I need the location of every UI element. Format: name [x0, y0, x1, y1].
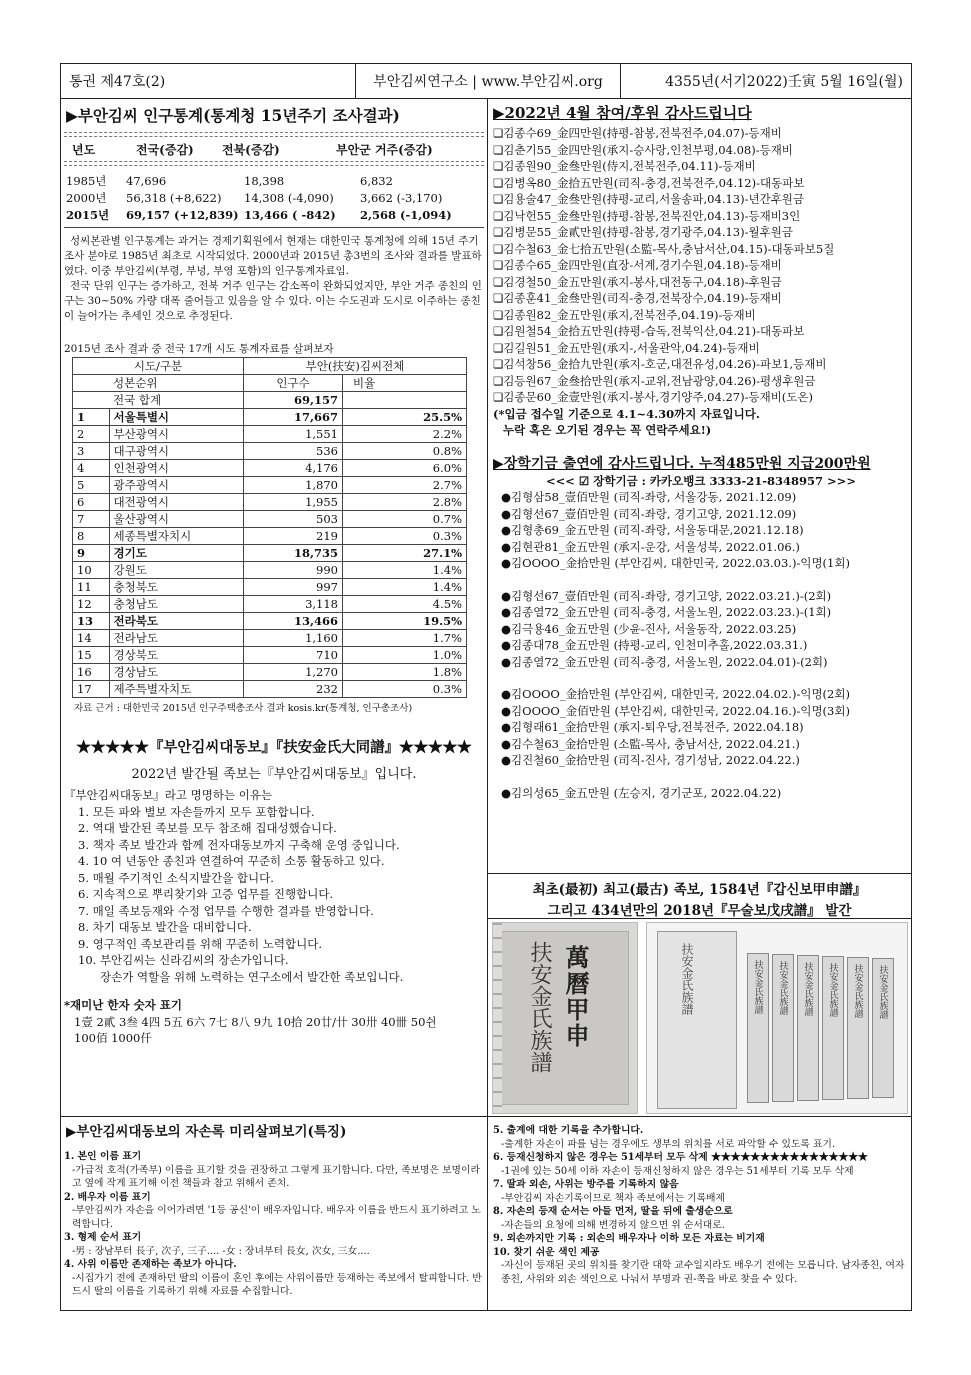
- feature-text: -가급적 호적(가족부) 이름을 표기할 것을 권장하고 그렇게 표기합니다. 다만, 족보명은 보명이라고 옆에 작게 표기해 이전 책들과 참고 위해서 존치.: [72, 1164, 480, 1189]
- publisher-site: 부안김씨연구소 | www.부안김씨.org: [356, 64, 621, 98]
- feature-heading: 8. 자손의 등재 순서는 아들 먼저, 딸을 뒤에 출생순으로: [493, 1206, 733, 1217]
- stats-jeonbuk: 18,398: [244, 173, 285, 188]
- region-ratio: 27.1%: [343, 545, 467, 562]
- list-item: ❏김종문60_金壹만원(承지-봉사,경기양주,04.27)-등재비(도온): [493, 390, 813, 404]
- region-rank: 11: [73, 579, 110, 596]
- list-item: ❏김수철63_金七拾五만원(소監-목사,충남서산,04.15)-대동파보5질: [493, 241, 835, 256]
- list-item: 6. 지속적으로 뿌리찾기와 고증 업무를 진행합니다.: [78, 887, 334, 901]
- list-item: 8. 차기 대동보 발간을 대비합니다.: [78, 920, 252, 934]
- table-row: [73, 613, 467, 630]
- list-item: ❏김춘기55_金四만원(承지-승사랑,인천부평,04.08)-등재비: [493, 142, 793, 157]
- th-region: 시도/구분: [73, 358, 244, 375]
- stats-year: 1985년: [66, 173, 107, 188]
- th-ratio: 비율: [343, 375, 467, 392]
- col-buan: 부안군 거주(증감): [336, 142, 433, 157]
- preview-title: ▶부안김씨대동보의 자손록 미리살펴보기(특징): [66, 1124, 347, 1140]
- region-rank: 3: [73, 443, 110, 460]
- jokbo-line-1: 최초(最初) 최고(最古) 족보, 1584년『갑신보甲申譜』: [532, 882, 867, 898]
- feature-heading: 4. 사위 이름만 존재하는 족보가 아니다.: [64, 1259, 237, 1270]
- feature-item: [64, 1150, 484, 1191]
- feature-heading: 7. 딸과 외손, 사위는 방주를 기록하지 않음: [493, 1179, 679, 1190]
- region-rank: 13: [73, 613, 110, 630]
- stats-paragraph-1: 성씨본관별 인구통계는 과거는 경제기획원에서 현재는 대한민국 통계청에 의해 15년 주기 조사 분야로 1985년 최초로 시작되었다. 2000년과 2015년 총3번의 조사와 결과를 발표하였다. 이중 부안김씨(부령, 부녕, 부영 포함)의 인구통계자료임.: [64, 235, 482, 277]
- region-population: 219: [244, 528, 343, 545]
- list-item: ●김형래61_金拾만원 (承지-퇴우당,전북전주, 2022.04.18): [501, 720, 804, 734]
- book-spine: [872, 958, 894, 1098]
- stats-header-row: [64, 139, 484, 159]
- table-row: [73, 460, 467, 477]
- scholar-group-4: [493, 785, 909, 802]
- daedongbo-title: ★★★★★『부안김씨대동보』『扶安金氏大同譜』★★★★★: [76, 739, 472, 756]
- jokbo-line-2: 그리고 434년만의 2018년『무술보戊戌譜』 발간: [547, 903, 852, 919]
- feature-heading: 2. 배우자 이름 표기: [64, 1191, 151, 1203]
- region-ratio: 0.3%: [343, 681, 467, 698]
- region-rank: 6: [73, 494, 110, 511]
- source-note: 자료 근거 : 대한민국 2015년 인구주택총조사 결과 kosis.kr(통계청, 인구총조사): [74, 703, 413, 714]
- region-ratio: 0.8%: [343, 443, 467, 460]
- scholar-group-3: [493, 686, 909, 769]
- table-row: [73, 545, 467, 562]
- region-population: 18,735: [244, 545, 343, 562]
- thanks-note-1: (*입금 접수일 기준으로 4.1~4.30까지 자료입니다.: [493, 406, 760, 421]
- region-ratio: 6.0%: [343, 460, 467, 477]
- feature-item: [493, 1232, 911, 1246]
- rule: [487, 918, 912, 919]
- book-spine-label: 扶安金氏族譜: [752, 960, 763, 1014]
- daedongbo-intro: 『부안김씨대동보』라고 명명하는 이유는: [64, 788, 273, 802]
- list-item: ❏김종원90_金叄만원(侍지,전북전주,04.11)-등재비: [493, 159, 756, 173]
- list-item: ❏김석창56_金拾九만원(承지-호군,대전유성,04.26)-파보1,등재비: [493, 357, 827, 371]
- region-rank: 1: [73, 409, 110, 426]
- region-name: 광주광역시: [109, 477, 244, 494]
- region-population: 990: [244, 562, 343, 579]
- col-year: 년도: [72, 142, 96, 157]
- list-item: 4. 10 여 년동안 종친과 연결하여 꾸준히 소통 활동하고 있다.: [78, 854, 385, 868]
- book-spine-label: 扶安金氏族譜: [877, 965, 888, 1019]
- feature-heading: 9. 외손까지만 기록 : 외손의 배우자나 이하 모든 자료는 비기재: [493, 1233, 765, 1244]
- region-ratio: 1.0%: [343, 647, 467, 664]
- stats-row: [64, 189, 484, 206]
- thanks-section: [493, 102, 909, 801]
- region-rank: 5: [73, 477, 110, 494]
- list-item: ❏김원철54_金拾五만원(持평-습독,전북익산,04.21)-대동파보: [493, 324, 805, 338]
- region-name: 전라남도: [109, 630, 244, 647]
- stats-title: ▶부안김씨 인구통계(통계청 15년주기 조사결과): [66, 106, 400, 125]
- list-item: ❏김종수65_金四만원(直장-서계,경기수원,04.18)-등재비: [493, 258, 782, 272]
- rule: [487, 873, 912, 874]
- list-item: ●김종열72_金五만원 (司직-충경, 서울노원, 2022.03.23.)-(1회): [501, 605, 832, 619]
- region-population: 1,551: [244, 426, 343, 443]
- list-item: 장손가 역할을 위해 노력하는 연구소에서 발간한 족보입니다.: [100, 969, 404, 984]
- list-item: ●김OOOO_金拾만원 (부안김씨, 대한민국, 2022.03.03.)-익명(1회): [501, 556, 850, 570]
- table-row: [73, 630, 467, 647]
- region-population: 997: [244, 579, 343, 596]
- preview-left: [64, 1118, 484, 1299]
- total-label: 전국 합계: [109, 392, 244, 409]
- list-item: ❏김경철50_金五만원(承지-봉사,대전동구,04.18)-후원금: [493, 274, 782, 289]
- region-ratio: 1.8%: [343, 664, 467, 681]
- preview-right: [493, 1124, 911, 1286]
- region-rank: 8: [73, 528, 110, 545]
- list-item: 1. 모든 파와 별보 자손들까지 모두 포함합니다.: [78, 804, 315, 819]
- stats-jeonbuk: 14,308 (-4,090): [244, 190, 334, 205]
- region-ratio: 1.4%: [343, 562, 467, 579]
- region-rank: 2: [73, 426, 110, 443]
- region-ratio: 0.3%: [343, 528, 467, 545]
- region-rank: 14: [73, 630, 110, 647]
- book-spine: [797, 955, 819, 1101]
- feature-text: -자손들의 요청에 의해 변경하지 않으면 위 순서대로.: [501, 1219, 725, 1231]
- region-name: 부산광역시: [109, 426, 244, 443]
- list-item: 10. 부안김씨는 신라김씨의 장손가입니다.: [78, 953, 289, 967]
- list-item: 7. 매일 족보등재와 수정 업무를 수행한 결과를 반영합니다.: [78, 903, 374, 918]
- region-name: 충청북도: [109, 579, 244, 596]
- book-spine-label: 扶安金氏族譜: [852, 964, 863, 1018]
- region-population: 1,270: [244, 664, 343, 681]
- table-row: [73, 443, 467, 460]
- region-name: 세종특별자치시: [109, 528, 244, 545]
- region-ratio: 4.5%: [343, 596, 467, 613]
- list-item: ●김진철60_金拾만원 (司직-진사, 경기성남, 2022.04.22.): [501, 753, 800, 767]
- stats-national: 69,157 (+12,839): [126, 207, 239, 222]
- stats-national: 47,696: [126, 173, 167, 188]
- region-name: 서울특별시: [109, 409, 244, 426]
- region-name: 대전광역시: [109, 494, 244, 511]
- stats-buan: 3,662 (-3,170): [360, 190, 443, 205]
- hanja-line-2: 100佰 1000仟: [74, 1031, 152, 1045]
- list-item: ❏김종훈41_金叄만원(司직-충경,전북장수,04.19)-등재비: [493, 291, 782, 305]
- stats-jeonbuk: 13,466 ( -842): [244, 207, 336, 222]
- feature-item: [493, 1124, 911, 1151]
- feature-item: [493, 1151, 911, 1178]
- region-ratio: 1.7%: [343, 630, 467, 647]
- total-value: 69,157: [244, 392, 343, 409]
- stats-year: 2015년: [66, 207, 110, 222]
- region-ratio: 1.4%: [343, 579, 467, 596]
- region-ratio: 25.5%: [343, 409, 467, 426]
- table-row: [73, 596, 467, 613]
- hanja-line-1: 1壹 2貳 3叁 4四 5五 6六 7七 8八 9九 10拾 20廿/卄 30卅 40卌 50쉰: [74, 1014, 437, 1029]
- region-name: 경상북도: [109, 647, 244, 664]
- region-population: 1,955: [244, 494, 343, 511]
- table-row: [73, 681, 467, 698]
- list-item: ●김의성65_金五만원 (左승지, 경기군포, 2022.04.22): [501, 785, 782, 800]
- region-population: 232: [244, 681, 343, 698]
- region-name: 대구광역시: [109, 443, 244, 460]
- feature-item: [493, 1178, 911, 1205]
- double-rule: [64, 132, 484, 137]
- feature-heading: 1. 본인 이름 표기: [64, 1151, 142, 1162]
- table-row: [73, 426, 467, 443]
- feature-heading: 3. 형제 순서 표기: [64, 1232, 142, 1243]
- table-intro: 2015년 조사 결과 중 전국 17개 시도 통계자료를 살펴보자: [64, 343, 334, 355]
- table-row: [73, 579, 467, 596]
- stats-rows: [64, 172, 484, 223]
- region-rank: 7: [73, 511, 110, 528]
- list-item: ❏김낙헌55_金叄만원(持평-참봉,전북진안,04.13)-등재비3인: [493, 208, 801, 223]
- region-ratio: 0.7%: [343, 511, 467, 528]
- book-spine-label: 扶安金氏族譜: [777, 961, 788, 1015]
- region-rank: 9: [73, 545, 110, 562]
- region-population: 17,667: [244, 409, 343, 426]
- list-item: ●김수철63_金拾만원 (소監-목사, 충남서산, 2022.04.21.): [501, 736, 800, 751]
- thanks-title: ▶2022년 4월 참여/후원 감사드립니다: [493, 104, 752, 122]
- list-item: ●김OOOO_金佰만원 (부안김씨, 대한민국, 2022.04.16.)-익명(3회): [501, 703, 850, 718]
- feature-text: -시집가기 전에 존재하던 딸의 이름이 혼인 후에는 사위이름만 등재하는 족보에서 탈피합니다. 반드시 딸의 이름을 기록하기 위해 자료를 수집합니다.: [72, 1272, 482, 1297]
- table-row: [73, 528, 467, 545]
- table-row: [73, 477, 467, 494]
- list-item: ●김종열72_金五만원 (司직-충경, 서울노원, 2022.04.01)-(2회): [501, 654, 828, 669]
- th-rank: 성본순위: [109, 375, 244, 392]
- gapsinbo-book-photo: [492, 922, 638, 1114]
- region-population: 4,176: [244, 460, 343, 477]
- list-item: ❏김길원51_金五만원(承지-,서울관악,04.24)-등재비: [493, 340, 760, 355]
- book-title-1: 萬曆甲申: [561, 945, 590, 1049]
- stats-row: [64, 206, 484, 223]
- double-rule: [64, 161, 484, 166]
- table-row: [73, 562, 467, 579]
- feature-item: [493, 1205, 911, 1232]
- list-item: 9. 영구적인 족보관리를 위해 꾸준히 노력합니다.: [78, 936, 322, 951]
- feature-text: -자신이 등재된 곳의 위치를 찾기란 대학 교수일지라도 배우기 전에는 모릅니다. 남자종친, 여자종친, 사위와 외손 색인으로 나눠서 부명과 권-쪽을 바로 찾을 수 있다.: [501, 1260, 905, 1285]
- table-row: [73, 494, 467, 511]
- museulbo-books-photo: [646, 922, 908, 1114]
- book-spine-label: 扶安金氏族譜: [802, 962, 813, 1016]
- table-row: [73, 409, 467, 426]
- stats-buan: 6,832: [360, 173, 393, 188]
- region-ratio: 2.2%: [343, 426, 467, 443]
- region-population: 1,870: [244, 477, 343, 494]
- population-stats-section: [64, 102, 484, 1047]
- feature-item: [64, 1231, 484, 1258]
- list-item: ●김형총69_金五만원 (司직-좌랑, 서울동대문,2021.12.18): [501, 523, 804, 537]
- region-name: 충청남도: [109, 596, 244, 613]
- region-population-table: [72, 357, 467, 698]
- feature-text: -출계한 자손이 파를 넘는 경우에도 생부의 위치를 서로 파악할 수 있도록 표기.: [501, 1138, 836, 1150]
- list-item: ●김형선67_壹佰만원 (司직-좌랑, 경기고양, 2021.12.09): [501, 506, 797, 521]
- feature-item: [64, 1258, 484, 1299]
- feature-heading: 10. 찾기 쉬운 색인 제공: [493, 1246, 600, 1258]
- feature-heading: 5. 출계에 대한 기록을 추가합니다.: [493, 1125, 644, 1136]
- scholar-group-1: [493, 489, 909, 572]
- scholar-title: ▶장학기금 출연에 감사드립니다. 누적485만원 지급200만원: [493, 455, 871, 472]
- rule: [60, 1116, 912, 1117]
- col-national: 전국(증감): [136, 142, 194, 157]
- region-rank: 12: [73, 596, 110, 613]
- daedongbo-reasons: [64, 804, 484, 986]
- list-item: ❏김종수69_金四만원(持평-참봉,전북전주,04.07)-등재비: [493, 126, 782, 140]
- region-population: 1,160: [244, 630, 343, 647]
- hanja-title: *재미난 한자 숫자 표기: [64, 998, 183, 1012]
- stats-paragraph-2: 전국 단위 인구는 증가하고, 전북 거주 인구는 감소폭이 완화되었지만, 부안 거주 종친의 인구는 30~50% 가량 대폭 줄어들고 있음을 알 수 있다. 이는 수도권과 도시로 이주하는 종친이 늘어가는 추세인 것으로 추정된다.: [64, 280, 482, 322]
- th-population: 인구수: [244, 375, 343, 392]
- region-ratio: 2.8%: [343, 494, 467, 511]
- region-ratio: 19.5%: [343, 613, 467, 630]
- book-spine: [847, 957, 869, 1099]
- table-row: [73, 647, 467, 664]
- feature-item: [493, 1246, 911, 1287]
- list-item: ❏김용술47_金叄만원(持평-교리,서울송파,04.13)-년간후원금: [493, 192, 805, 206]
- book-title-2: 扶安金氏族譜: [527, 941, 552, 1073]
- region-population: 13,466: [244, 613, 343, 630]
- book-spine-label: 扶安金氏族譜: [827, 963, 838, 1017]
- feature-text: -부안김씨 자손기록이므로 책자 족보에서는 기록배제: [501, 1192, 725, 1204]
- feature-heading: 6. 등재신청하지 않은 경우는 51세부터 모두 삭제 ★★★★★★★★★★★★★★★★: [493, 1152, 868, 1163]
- region-name: 경기도: [109, 545, 244, 562]
- list-item: 5. 매월 주기적인 소식지발간을 합니다.: [78, 870, 274, 885]
- region-name: 강원도: [109, 562, 244, 579]
- region-rank: 17: [73, 681, 110, 698]
- region-name: 울산광역시: [109, 511, 244, 528]
- list-item: ●김현관81_金五만원 (承지-운강, 서울성북, 2022.01.06.): [501, 539, 800, 554]
- book-spine-title: 扶安金氏族譜: [680, 943, 694, 1015]
- stats-national: 56,318 (+8,622): [126, 190, 222, 205]
- region-ratio: 2.7%: [343, 477, 467, 494]
- preview-left-items: [64, 1150, 484, 1299]
- scholar-group-2: [493, 588, 909, 671]
- list-item: ❏김병옥80_金拾五만원(司직-충경,전북전주,04.12)-대동파보: [493, 175, 805, 190]
- region-population: 536: [244, 443, 343, 460]
- scholar-account: <<< ☑ 장학기금 : 카카오뱅크 3333-21-8348957 >>>: [546, 473, 856, 488]
- list-item: ❏김종원82_金五만원(承지,전북전주,04.19)-등재비: [493, 307, 756, 322]
- list-item: ●김극용46_金五만원 (少윤-진사, 서울동작, 2022.03.25): [501, 621, 797, 636]
- daedongbo-subtitle: 2022년 발간될 족보는『부안김씨대동보』입니다.: [131, 767, 417, 782]
- feature-item: [64, 1191, 484, 1232]
- list-item: ❏김병문55_金貳만원(持평-참봉,경기광주,04.13)-월후원금: [493, 225, 793, 239]
- list-item: ●김종대78_金五만원 (持평-교리, 인천미추홀,2022.03.31.): [501, 638, 808, 652]
- stats-year: 2000년: [66, 190, 107, 205]
- region-rank: 15: [73, 647, 110, 664]
- region-population: 710: [244, 647, 343, 664]
- thanks-list: [493, 125, 909, 406]
- column-divider: [487, 99, 488, 1311]
- list-item: 3. 책자 족보 발간과 함께 전자대동보까지 구축해 운영 중입니다.: [78, 837, 400, 852]
- region-rank: 4: [73, 460, 110, 477]
- list-item: ●김형선67_壹佰만원 (司직-좌랑, 경기고양, 2022.03.21.)-(2회): [501, 588, 832, 603]
- feature-text: -부안김씨가 자손을 이어가려면 '1등 공신'이 배우자입니다. 배우자 이름을 반드시 표기하려고 노력합니다.: [72, 1205, 481, 1230]
- newsletter-header: [60, 63, 912, 99]
- book-spine: [822, 956, 844, 1100]
- feature-text: -男 : 장남부터 長子, 次子, 三子.... -女 : 장녀부터 長女, 次女, 三女....: [72, 1245, 370, 1257]
- region-name: 제주특별자치도: [109, 681, 244, 698]
- table-row: [73, 664, 467, 681]
- list-item: ●김OOOO_金拾만원 (부안김씨, 대한민국, 2022.04.02.)-익명(2회): [501, 687, 850, 701]
- region-population: 503: [244, 511, 343, 528]
- region-name: 전라북도: [109, 613, 244, 630]
- issue-number: 통권 제47호(2): [61, 64, 356, 98]
- region-population: 3,118: [244, 596, 343, 613]
- th-buan-total: 부안(扶安)김씨전체: [244, 358, 467, 375]
- preview-right-items: [493, 1124, 911, 1286]
- list-item: 2. 역대 발간된 족보를 모두 참조해 집대성했습니다.: [78, 821, 337, 835]
- list-item: ●김형삼58_壹佰만원 (司직-좌랑, 서울강동, 2021.12.09): [501, 490, 797, 504]
- list-item: ❏김등원67_金叄拾만원(承지-교위,전남광양,04.26)-평생후원금: [493, 373, 816, 388]
- table-row: [73, 511, 467, 528]
- region-name: 인천광역시: [109, 460, 244, 477]
- book-spine: [772, 954, 794, 1102]
- thanks-note-2: 누락 혹은 오기된 경우는 꼭 연락주세요!): [503, 423, 712, 437]
- col-jeonbuk: 전북(증감): [222, 142, 280, 157]
- region-name: 경상남도: [109, 664, 244, 681]
- stats-row: [64, 172, 484, 189]
- issue-date: 4355년(서기2022)壬寅 5월 16일(월): [665, 74, 903, 90]
- feature-text: -1권에 있는 50세 이하 자손이 등재신청하지 않은 경우는 51세부터 기록 모두 삭제: [501, 1165, 854, 1177]
- region-rank: 16: [73, 664, 110, 681]
- region-rank: 10: [73, 562, 110, 579]
- stats-buan: 2,568 (-1,094): [360, 207, 452, 222]
- book-spine: [747, 953, 769, 1103]
